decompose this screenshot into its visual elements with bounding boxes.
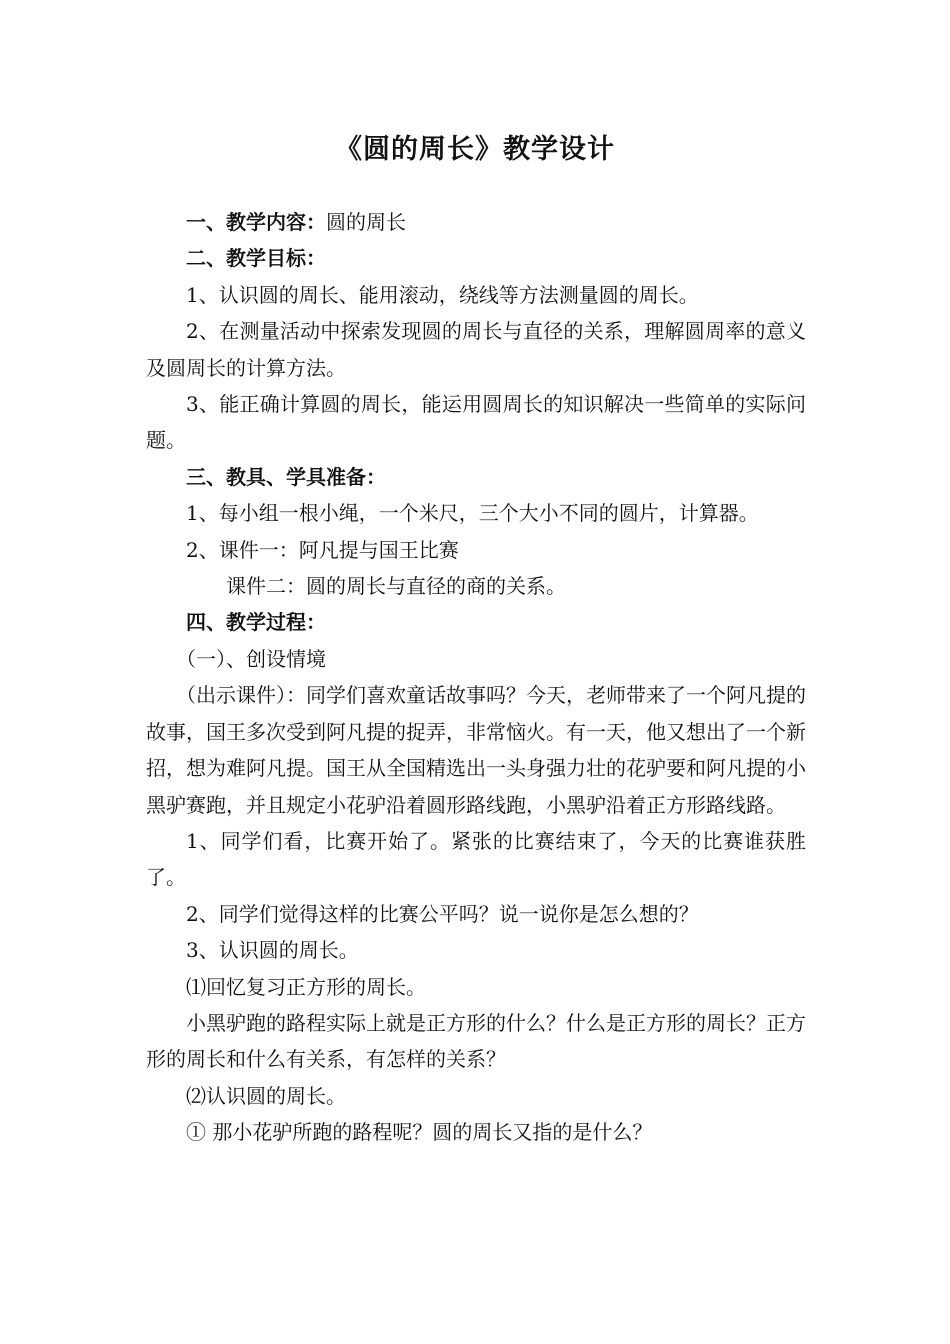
material-item: 课件二：圆的周长与直径的商的关系。 (226, 574, 566, 599)
process-paragraph: ① 那小花驴所跑的路程呢？圆的周长又指的是什么？ (186, 1120, 653, 1145)
process-paragraph: （出示课件）：同学们喜欢童话故事吗？今天，老师带来了一个阿凡提的故事，国王多次受到阿凡提的捉弄，非常恼火。有一天，他又想出了一个新招，想为难阿凡提。国王从全国精选出一头身强力壮的花驴要和阿凡提的小黑驴赛跑，并且规定小花驴沿着圆形路线跑，小黑驴沿着正方形路线路。 (146, 683, 806, 817)
section-materials-label: 三、教具、学具准备： (186, 464, 386, 489)
process-subheading: （一）、创设情境 (176, 646, 326, 671)
section-content-label: 一、教学内容： (186, 210, 326, 234)
goal-item: 1、认识圆的周长、能用滚动，绕线等方法测量圆的周长。 (186, 282, 699, 307)
document-body (146, 204, 806, 1151)
process-paragraph: 小黑驴跑的路程实际上就是正方形的什么？什么是正方形的周长？正方形的周长和什么有关系，有怎样的关系？ (146, 1010, 806, 1072)
process-paragraph: ⑵认识圆的周长。 (186, 1083, 346, 1108)
section-content (146, 204, 806, 240)
goal-item: 3、能正确计算圆的周长，能运用圆周长的知识解决一些简单的实际问题。 (146, 392, 806, 453)
section-content-value: 圆的周长 (326, 210, 406, 234)
process-paragraph: ⑴回忆复习正方形的周长。 (186, 974, 426, 999)
material-item: 2、课件一：阿凡提与国王比赛 (186, 537, 459, 562)
process-paragraph: 1、同学们看，比赛开始了。紧张的比赛结束了，今天的比赛谁获胜了。 (146, 828, 806, 890)
section-process-label: 四、教学过程： (186, 610, 326, 635)
material-item: 1、每小组一根小绳，一个米尺，三个大小不同的圆片，计算器。 (186, 501, 759, 526)
process-paragraph: 3、认识圆的周长。 (186, 938, 359, 963)
process-paragraph: 2、同学们觉得这样的比赛公平吗？说一说你是怎么想的？ (186, 901, 699, 926)
document-title: 《圆的周长》教学设计 (335, 134, 615, 165)
goal-item: 2、在测量活动中探索发现圆的周长与直径的关系，理解圆周率的意义及圆周长的计算方法。 (146, 319, 806, 380)
section-goals-label: 二、教学目标： (186, 246, 326, 271)
